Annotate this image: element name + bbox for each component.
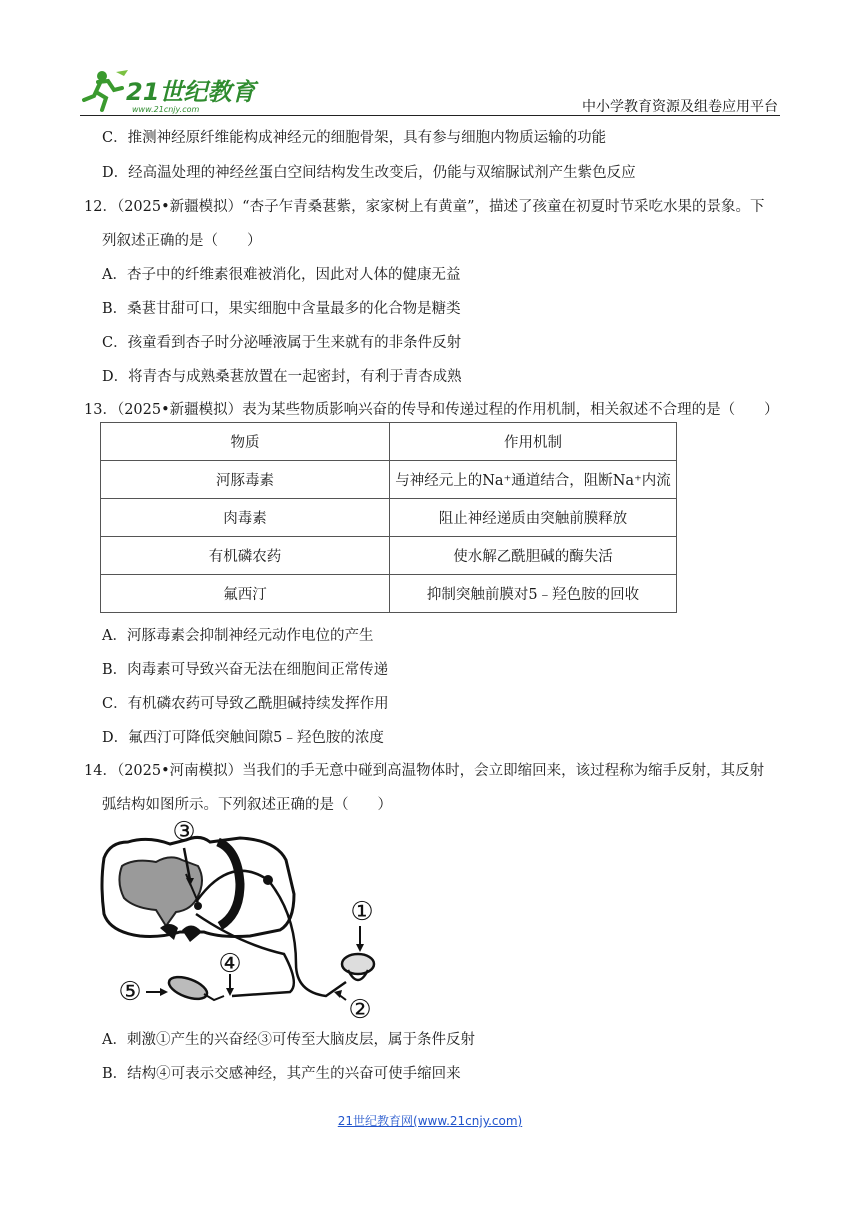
label-5: ⑤ [118,977,142,1007]
table-header-cell: 作用机制 [390,423,677,461]
q13-stem: 13．（2025•新疆模拟）表为某些物质影响兴奋的传导和传递过程的作用机制，相关叙述不合理的是（ ） [84,402,779,418]
table-cell: 有机磷农药 [101,537,390,575]
mechanism-table [100,422,677,613]
receptor-shape [342,954,374,980]
q14-stem-line2: 弧结构如图所示。下列叙述正确的是（ ） [102,797,392,813]
table-cell: 氟西汀 [101,575,390,613]
runner-icon [84,70,128,110]
table-cell: 肉毒素 [101,499,390,537]
table-cell: 抑制突触前膜对5﹣羟色胺的回收 [390,575,677,613]
label-2: ② [348,995,372,1022]
platform-title: 中小学教育资源及组卷应用平台 [582,99,778,115]
q13-option-b: B．肉毒素可导致兴奋无法在细胞间正常传递 [102,662,389,678]
q12-stem-line2: 列叙述正确的是（ ） [102,233,262,249]
site-logo [80,66,270,116]
table-row [101,461,677,499]
effector-shape [166,973,224,1004]
q13-option-d: D．氟西汀可降低突触间隙5﹣羟色胺的浓度 [102,730,384,746]
q12-option-d: D．将青杏与成熟桑葚放置在一起密封，有利于青杏成熟 [102,369,462,385]
table-row [101,499,677,537]
q14-option-b: B．结构④可表示交感神经，其产生的兴奋可使手缩回来 [102,1066,461,1082]
table-cell: 与神经元上的Na⁺通道结合，阻断Na⁺内流 [390,461,677,499]
q11-option-d: D．经高温处理的神经丝蛋白空间结构发生改变后，仍能与双缩脲试剂产生紫色反应 [102,165,636,181]
reflex-arc-figure [100,814,400,1022]
q12-stem-line1: 12．（2025•新疆模拟）“杏子乍青桑葚紫，家家树上有黄童”，描述了孩童在初夏时节采吃水果的景象。下 [84,199,765,215]
table-row [101,575,677,613]
q12-option-c: C．孩童看到杏子时分泌唾液属于生来就有的非条件反射 [102,335,462,351]
page-header [80,66,780,118]
table-cell: 阻止神经递质由突触前膜释放 [390,499,677,537]
table-cell: 使水解乙酰胆碱的酶失活 [390,537,677,575]
label-4: ④ [218,949,242,979]
q12-option-b: B．桑葚甘甜可口，果实细胞中含量最多的化合物是糖类 [102,301,461,317]
q12-option-a: A．杏子中的纤维素很难被消化，因此对人体的健康无益 [102,267,461,283]
q14-option-a: A．刺激①产生的兴奋经③可传至大脑皮层，属于条件反射 [102,1032,475,1048]
table-cell: 河豚毒素 [101,461,390,499]
q14-stem-line1: 14．（2025•河南模拟）当我们的手无意中碰到高温物体时，会立即缩回来，该过程称为缩手反射，其反射 [84,763,765,779]
q11-option-c: C．推测神经原纤维能构成神经元的细胞骨架，具有参与细胞内物质运输的功能 [102,130,607,146]
table-header-cell: 物质 [101,423,390,461]
footer-site-link[interactable]: 21世纪教育网(www.21cnjy.com) [337,1114,523,1128]
table-row [101,537,677,575]
header-divider [80,115,780,116]
q13-option-c: C．有机磷农药可导致乙酰胆碱持续发挥作用 [102,696,389,712]
label-1: ① [350,897,374,927]
label-3: ③ [172,817,196,847]
q13-option-a: A．河豚毒素会抑制神经元动作电位的产生 [102,628,374,644]
svg-text:www.21cnjy.com: www.21cnjy.com [132,105,200,114]
table-header-row [101,423,677,461]
svg-text:21世纪教育: 21世纪教育 [126,78,256,106]
